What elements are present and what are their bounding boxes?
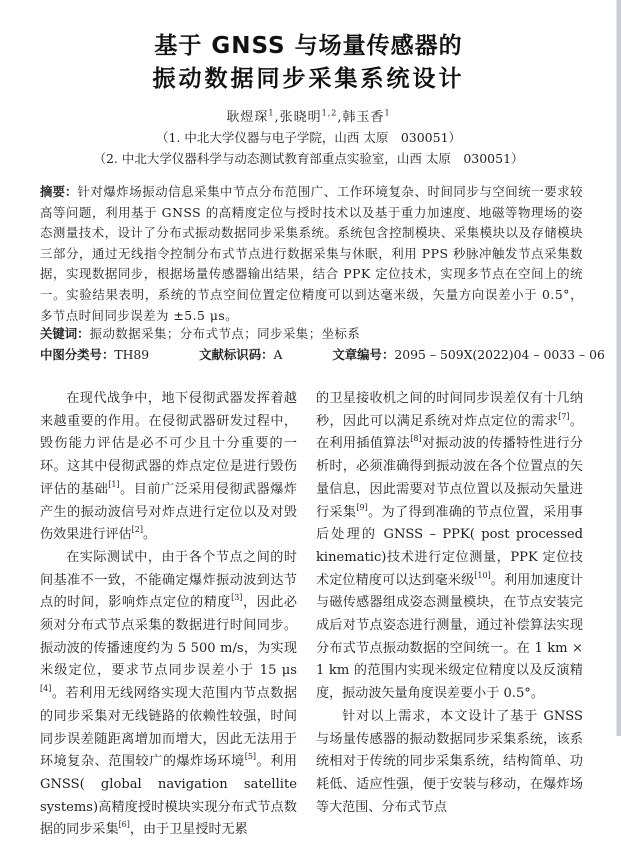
citation-ref[interactable]: [8] <box>410 434 422 444</box>
doc-code-label: 文献标识码： <box>199 347 274 362</box>
author-affiliation-mark: 1 <box>384 108 391 118</box>
article-no-label: 文章编号： <box>332 347 395 362</box>
article-no-value: 2095 – 509X(2022)04 – 0033 – 06 <box>394 347 605 362</box>
citation-ref[interactable]: [3] <box>231 593 243 603</box>
citation-ref[interactable]: [4] <box>40 684 52 694</box>
paragraph-text: 的卫星接收机之间的时间同步误差仅有十几纳秒，因此可以满足系统对炸点定位的需求 <box>316 391 583 429</box>
abstract <box>40 182 583 326</box>
paragraph-text: 。为了得到准确的节点位置，采用事后处理的 GNSS – PPK( post processed kinematic)技术进行定位测量，PPK 定位技术定位精度可以达到毫米级 <box>316 504 584 588</box>
citation-ref[interactable]: [10] <box>474 570 491 580</box>
body-column-right <box>316 388 583 819</box>
citation-ref[interactable]: [2] <box>131 525 143 535</box>
paper-title-line-2: 振动数据同步采集系统设计 <box>152 66 465 92</box>
author-name: 张晓明 <box>279 110 322 125</box>
citation-ref[interactable]: [6] <box>118 820 130 830</box>
paragraph-text: 。利用加速度计与磁传感器组成姿态测量模块，在节点安装完成后对节点姿态进行测量，通过补偿算法实现分布式节点振动数据的空间统一。在 1 km × 1 km 的范围内实现米级定位精度以及反演精度，振动波矢量角度误差要小于 0.5°。 <box>316 572 584 702</box>
paragraph-text: 在实际测试中，由于各个节点之间的时间基准不一致，不能确定爆炸振动波到达节点的时间，影响炸点定位的精度 <box>40 549 297 611</box>
paragraph-text: 。目前广泛采用侵彻武器爆炸产生的振动波信号对炸点进行定位以及对毁伤效果进行评估 <box>40 481 298 543</box>
author-list <box>0 106 617 125</box>
author-separator: , <box>274 110 280 125</box>
citation-ref[interactable]: [5] <box>244 752 257 762</box>
paragraph-text: ，因此必须对分布式节点采集的数据进行时间同步。振动波的传播速度约为 5 500 m/s，为实现米级定位，要求节点同步误差小于 15 μs <box>40 595 298 679</box>
citation-ref[interactable]: [9] <box>356 502 368 512</box>
paragraph-text: 。 <box>143 527 157 543</box>
body-paragraph <box>40 547 297 842</box>
keywords-text: 振动数据采集；分布式节点；同步采集；坐标系 <box>89 326 361 341</box>
clc-value: TH89 <box>114 347 150 362</box>
body-column-left <box>40 388 297 842</box>
paragraph-text: 。若利用无线网络实现大范围内节点数据的同步采集对无线链路的依赖性较强，时间同步误差随距离增加而增大，因此无法用于环境复杂、范围较广的爆炸场环境 <box>40 686 297 770</box>
paragraph-text: 。利用 GNSS( global navigation satellite systems)高精度授时模块实现分布式节点数据的同步采集 <box>40 754 298 838</box>
author-affiliation-mark: 1 <box>268 108 275 118</box>
author-separator: , <box>337 110 343 125</box>
author-name: 耿煜琛 <box>226 110 269 125</box>
paper-title-line-1: 基于 GNSS 与场量传感器的 <box>154 33 463 59</box>
paragraph-text: 对振动波的传播特性进行分析时，必须准确得到振动波在各个位置点的矢量信息，因此需要对节点位置以及振动矢量进行采集 <box>316 436 584 520</box>
paragraph-text: 在现代战争中，地下侵彻武器发挥着越来越重要的作用。在侵彻武器研发过程中，毁伤能力评估是必不可少且十分重要的一环。这其中侵彻武器的炸点定位是进行毁伤评估的基础 <box>40 391 297 497</box>
paragraph-text: 。在利用插值算法 <box>316 413 584 452</box>
paragraph-text: ，由于卫星授时无累 <box>129 822 248 838</box>
body-paragraph <box>316 388 583 706</box>
citation-ref[interactable]: [1] <box>108 479 120 489</box>
document-code <box>199 347 282 362</box>
author-affiliation-mark: 1,2 <box>321 108 338 118</box>
affiliation-1: （1. 中北大学仪器与电子学院，山西 太原 030051） <box>155 130 462 145</box>
paragraph-text: 针对以上需求，本文设计了基于 GNSS 与场量传感器的振动数据同步采集系统，该系统相对于传统的同步采集系统，结构简单、功耗低、适应性强，便于安装与移动，在爆炸场等大范围、分布式节点 <box>316 708 583 815</box>
article-number <box>332 347 604 362</box>
citation-ref[interactable]: [7] <box>558 411 570 421</box>
classification-line <box>40 345 605 363</box>
abstract-label: 摘要： <box>40 184 78 199</box>
affiliation-2: （2. 中北大学仪器科学与动态测试教育部重点实验室，山西 太原 030051） <box>93 151 524 166</box>
body-paragraph <box>40 388 297 547</box>
body-paragraph <box>316 706 583 820</box>
clc-number <box>40 347 149 362</box>
clc-label: 中图分类号： <box>40 347 115 362</box>
abstract-text: 针对爆炸场振动信息采集中节点分布范围广、工作环境复杂、时间同步与空间统一要求较高等问题，利用基于 GNSS 的高精度定位与授时技术以及基于重力加速度、地磁等物理场的姿态测量技术，设计了分布式振动数据同步采集系统。系统包含控制模块、采集模块以及存储模块三部分，通过无线指令控制分布式节点进行数据采集与休眠，利用 PPS 秒脉冲触发节点采集数据，实现数据同步，根据场量传感器输出结果，结合 PPK 定位技术，实现多节点在空间上的统一。实验结果表明，系统的节点空间位置定位精度可以到达毫米级，矢量方向误差小于 0.5°，多节点时间同步误差为 ±5.5 μs。 <box>40 184 584 323</box>
keywords <box>40 324 600 342</box>
author-name: 韩玉香 <box>342 110 385 125</box>
keywords-label: 关键词： <box>40 326 90 341</box>
doc-code-value: A <box>273 347 283 362</box>
